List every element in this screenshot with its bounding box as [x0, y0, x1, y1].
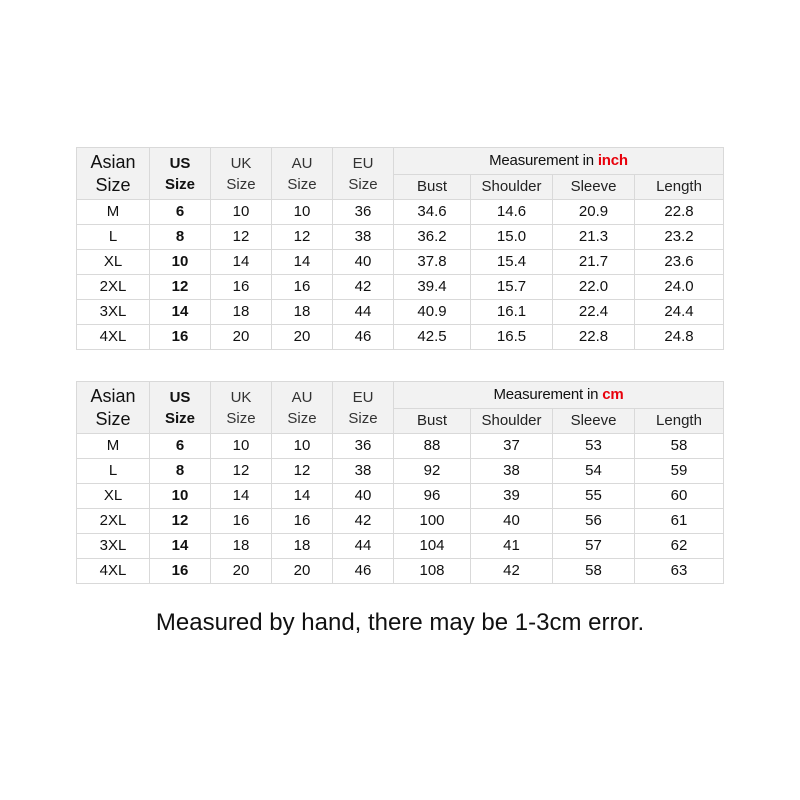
cell-shoulder: 41 [471, 534, 553, 559]
header-us-size: US Size [150, 382, 211, 434]
cell-us-size: 16 [150, 325, 211, 350]
cell-sleeve: 22.8 [553, 325, 635, 350]
cell-uk-size: 20 [211, 325, 272, 350]
cell-length: 63 [635, 559, 724, 584]
cell-length: 22.8 [635, 200, 724, 225]
cell-au-size: 10 [272, 434, 333, 459]
cell-us-size: 6 [150, 434, 211, 459]
cell-uk-size: 16 [211, 509, 272, 534]
unit-label: inch [597, 152, 628, 169]
cell-au-size: 12 [272, 225, 333, 250]
cell-bust: 42.5 [394, 325, 471, 350]
table-row [77, 200, 724, 225]
measurement-title: Measurement in inch [394, 148, 724, 175]
header-length: Length [635, 175, 724, 200]
cell-us-size: 14 [150, 534, 211, 559]
cell-au-size: 16 [272, 509, 333, 534]
table-row [77, 534, 724, 559]
cell-shoulder: 16.5 [471, 325, 553, 350]
cell-asian-size: 2XL [77, 509, 150, 534]
cell-sleeve: 57 [553, 534, 635, 559]
measurement-title: Measurement in cm [394, 382, 724, 409]
cell-us-size: 12 [150, 275, 211, 300]
cell-uk-size: 16 [211, 275, 272, 300]
inch-table-body [77, 200, 724, 350]
cell-sleeve: 54 [553, 459, 635, 484]
cell-shoulder: 39 [471, 484, 553, 509]
cell-uk-size: 12 [211, 225, 272, 250]
table-row [77, 459, 724, 484]
cell-uk-size: 18 [211, 300, 272, 325]
table-row [77, 434, 724, 459]
cell-au-size: 20 [272, 325, 333, 350]
cell-eu-size: 46 [333, 325, 394, 350]
cell-us-size: 8 [150, 459, 211, 484]
cell-bust: 39.4 [394, 275, 471, 300]
header-sleeve: Sleeve [553, 409, 635, 434]
size-table-cm [76, 381, 724, 584]
cell-eu-size: 46 [333, 559, 394, 584]
cell-shoulder: 15.7 [471, 275, 553, 300]
cell-au-size: 10 [272, 200, 333, 225]
cell-us-size: 16 [150, 559, 211, 584]
header-uk-size: UK Size [211, 148, 272, 200]
cell-length: 60 [635, 484, 724, 509]
header-bust: Bust [394, 409, 471, 434]
cell-eu-size: 40 [333, 484, 394, 509]
cell-sleeve: 53 [553, 434, 635, 459]
cell-au-size: 12 [272, 459, 333, 484]
cell-asian-size: M [77, 200, 150, 225]
cell-eu-size: 42 [333, 275, 394, 300]
cell-au-size: 14 [272, 484, 333, 509]
table-row [77, 300, 724, 325]
cell-length: 58 [635, 434, 724, 459]
cell-asian-size: L [77, 225, 150, 250]
header-asian-size: Asian Size [77, 148, 150, 200]
cell-length: 24.4 [635, 300, 724, 325]
cell-shoulder: 40 [471, 509, 553, 534]
cell-length: 23.6 [635, 250, 724, 275]
cell-shoulder: 15.4 [471, 250, 553, 275]
header-bust: Bust [394, 175, 471, 200]
cell-au-size: 14 [272, 250, 333, 275]
cell-bust: 40.9 [394, 300, 471, 325]
header-shoulder: Shoulder [471, 409, 553, 434]
cell-eu-size: 36 [333, 434, 394, 459]
cell-bust: 92 [394, 459, 471, 484]
unit-label: cm [602, 386, 624, 403]
header-eu-size: EU Size [333, 148, 394, 200]
cell-sleeve: 22.0 [553, 275, 635, 300]
cell-uk-size: 12 [211, 459, 272, 484]
measurement-note: Measured by hand, there may be 1-3cm error. [155, 609, 645, 636]
cell-bust: 96 [394, 484, 471, 509]
cell-uk-size: 10 [211, 200, 272, 225]
cell-asian-size: 2XL [77, 275, 150, 300]
header-asian-size: Asian Size [77, 382, 150, 434]
cell-bust: 104 [394, 534, 471, 559]
cell-asian-size: XL [77, 484, 150, 509]
cell-eu-size: 36 [333, 200, 394, 225]
cell-sleeve: 58 [553, 559, 635, 584]
table-row [77, 509, 724, 534]
cell-us-size: 12 [150, 509, 211, 534]
header-uk-size: UK Size [211, 382, 272, 434]
cell-uk-size: 20 [211, 559, 272, 584]
cell-sleeve: 21.3 [553, 225, 635, 250]
cell-uk-size: 14 [211, 250, 272, 275]
cell-asian-size: 4XL [77, 325, 150, 350]
cm-table-body [77, 434, 724, 584]
table-row [77, 275, 724, 300]
cell-eu-size: 42 [333, 509, 394, 534]
cell-us-size: 8 [150, 225, 211, 250]
cell-bust: 88 [394, 434, 471, 459]
cell-asian-size: M [77, 434, 150, 459]
cell-au-size: 18 [272, 534, 333, 559]
cell-length: 24.8 [635, 325, 724, 350]
cell-au-size: 20 [272, 559, 333, 584]
cell-shoulder: 15.0 [471, 225, 553, 250]
header-au-size: AU Size [272, 382, 333, 434]
cell-bust: 36.2 [394, 225, 471, 250]
cell-asian-size: 4XL [77, 559, 150, 584]
cell-asian-size: L [77, 459, 150, 484]
cell-sleeve: 56 [553, 509, 635, 534]
header-sleeve: Sleeve [553, 175, 635, 200]
table-row [77, 250, 724, 275]
header-eu-size: EU Size [333, 382, 394, 434]
cell-bust: 108 [394, 559, 471, 584]
cell-shoulder: 38 [471, 459, 553, 484]
table-row [77, 325, 724, 350]
cell-eu-size: 44 [333, 300, 394, 325]
cell-sleeve: 20.9 [553, 200, 635, 225]
table-row [77, 559, 724, 584]
cell-length: 62 [635, 534, 724, 559]
size-table-inch [76, 147, 724, 350]
cell-bust: 100 [394, 509, 471, 534]
cell-length: 24.0 [635, 275, 724, 300]
cell-eu-size: 44 [333, 534, 394, 559]
cell-asian-size: XL [77, 250, 150, 275]
header-length: Length [635, 409, 724, 434]
cell-us-size: 10 [150, 484, 211, 509]
cell-eu-size: 40 [333, 250, 394, 275]
header-us-size: US Size [150, 148, 211, 200]
cell-length: 59 [635, 459, 724, 484]
header-au-size: AU Size [272, 148, 333, 200]
cell-shoulder: 16.1 [471, 300, 553, 325]
cell-sleeve: 21.7 [553, 250, 635, 275]
cell-uk-size: 14 [211, 484, 272, 509]
cell-length: 23.2 [635, 225, 724, 250]
cell-asian-size: 3XL [77, 534, 150, 559]
cell-asian-size: 3XL [77, 300, 150, 325]
cell-au-size: 16 [272, 275, 333, 300]
cell-bust: 37.8 [394, 250, 471, 275]
cell-shoulder: 14.6 [471, 200, 553, 225]
cell-uk-size: 18 [211, 534, 272, 559]
cell-eu-size: 38 [333, 225, 394, 250]
cell-length: 61 [635, 509, 724, 534]
table-row [77, 225, 724, 250]
cell-us-size: 6 [150, 200, 211, 225]
cell-bust: 34.6 [394, 200, 471, 225]
cell-us-size: 14 [150, 300, 211, 325]
header-shoulder: Shoulder [471, 175, 553, 200]
cell-au-size: 18 [272, 300, 333, 325]
cell-us-size: 10 [150, 250, 211, 275]
cell-eu-size: 38 [333, 459, 394, 484]
table-row [77, 484, 724, 509]
cell-shoulder: 42 [471, 559, 553, 584]
cell-sleeve: 22.4 [553, 300, 635, 325]
cell-uk-size: 10 [211, 434, 272, 459]
cell-sleeve: 55 [553, 484, 635, 509]
cell-shoulder: 37 [471, 434, 553, 459]
